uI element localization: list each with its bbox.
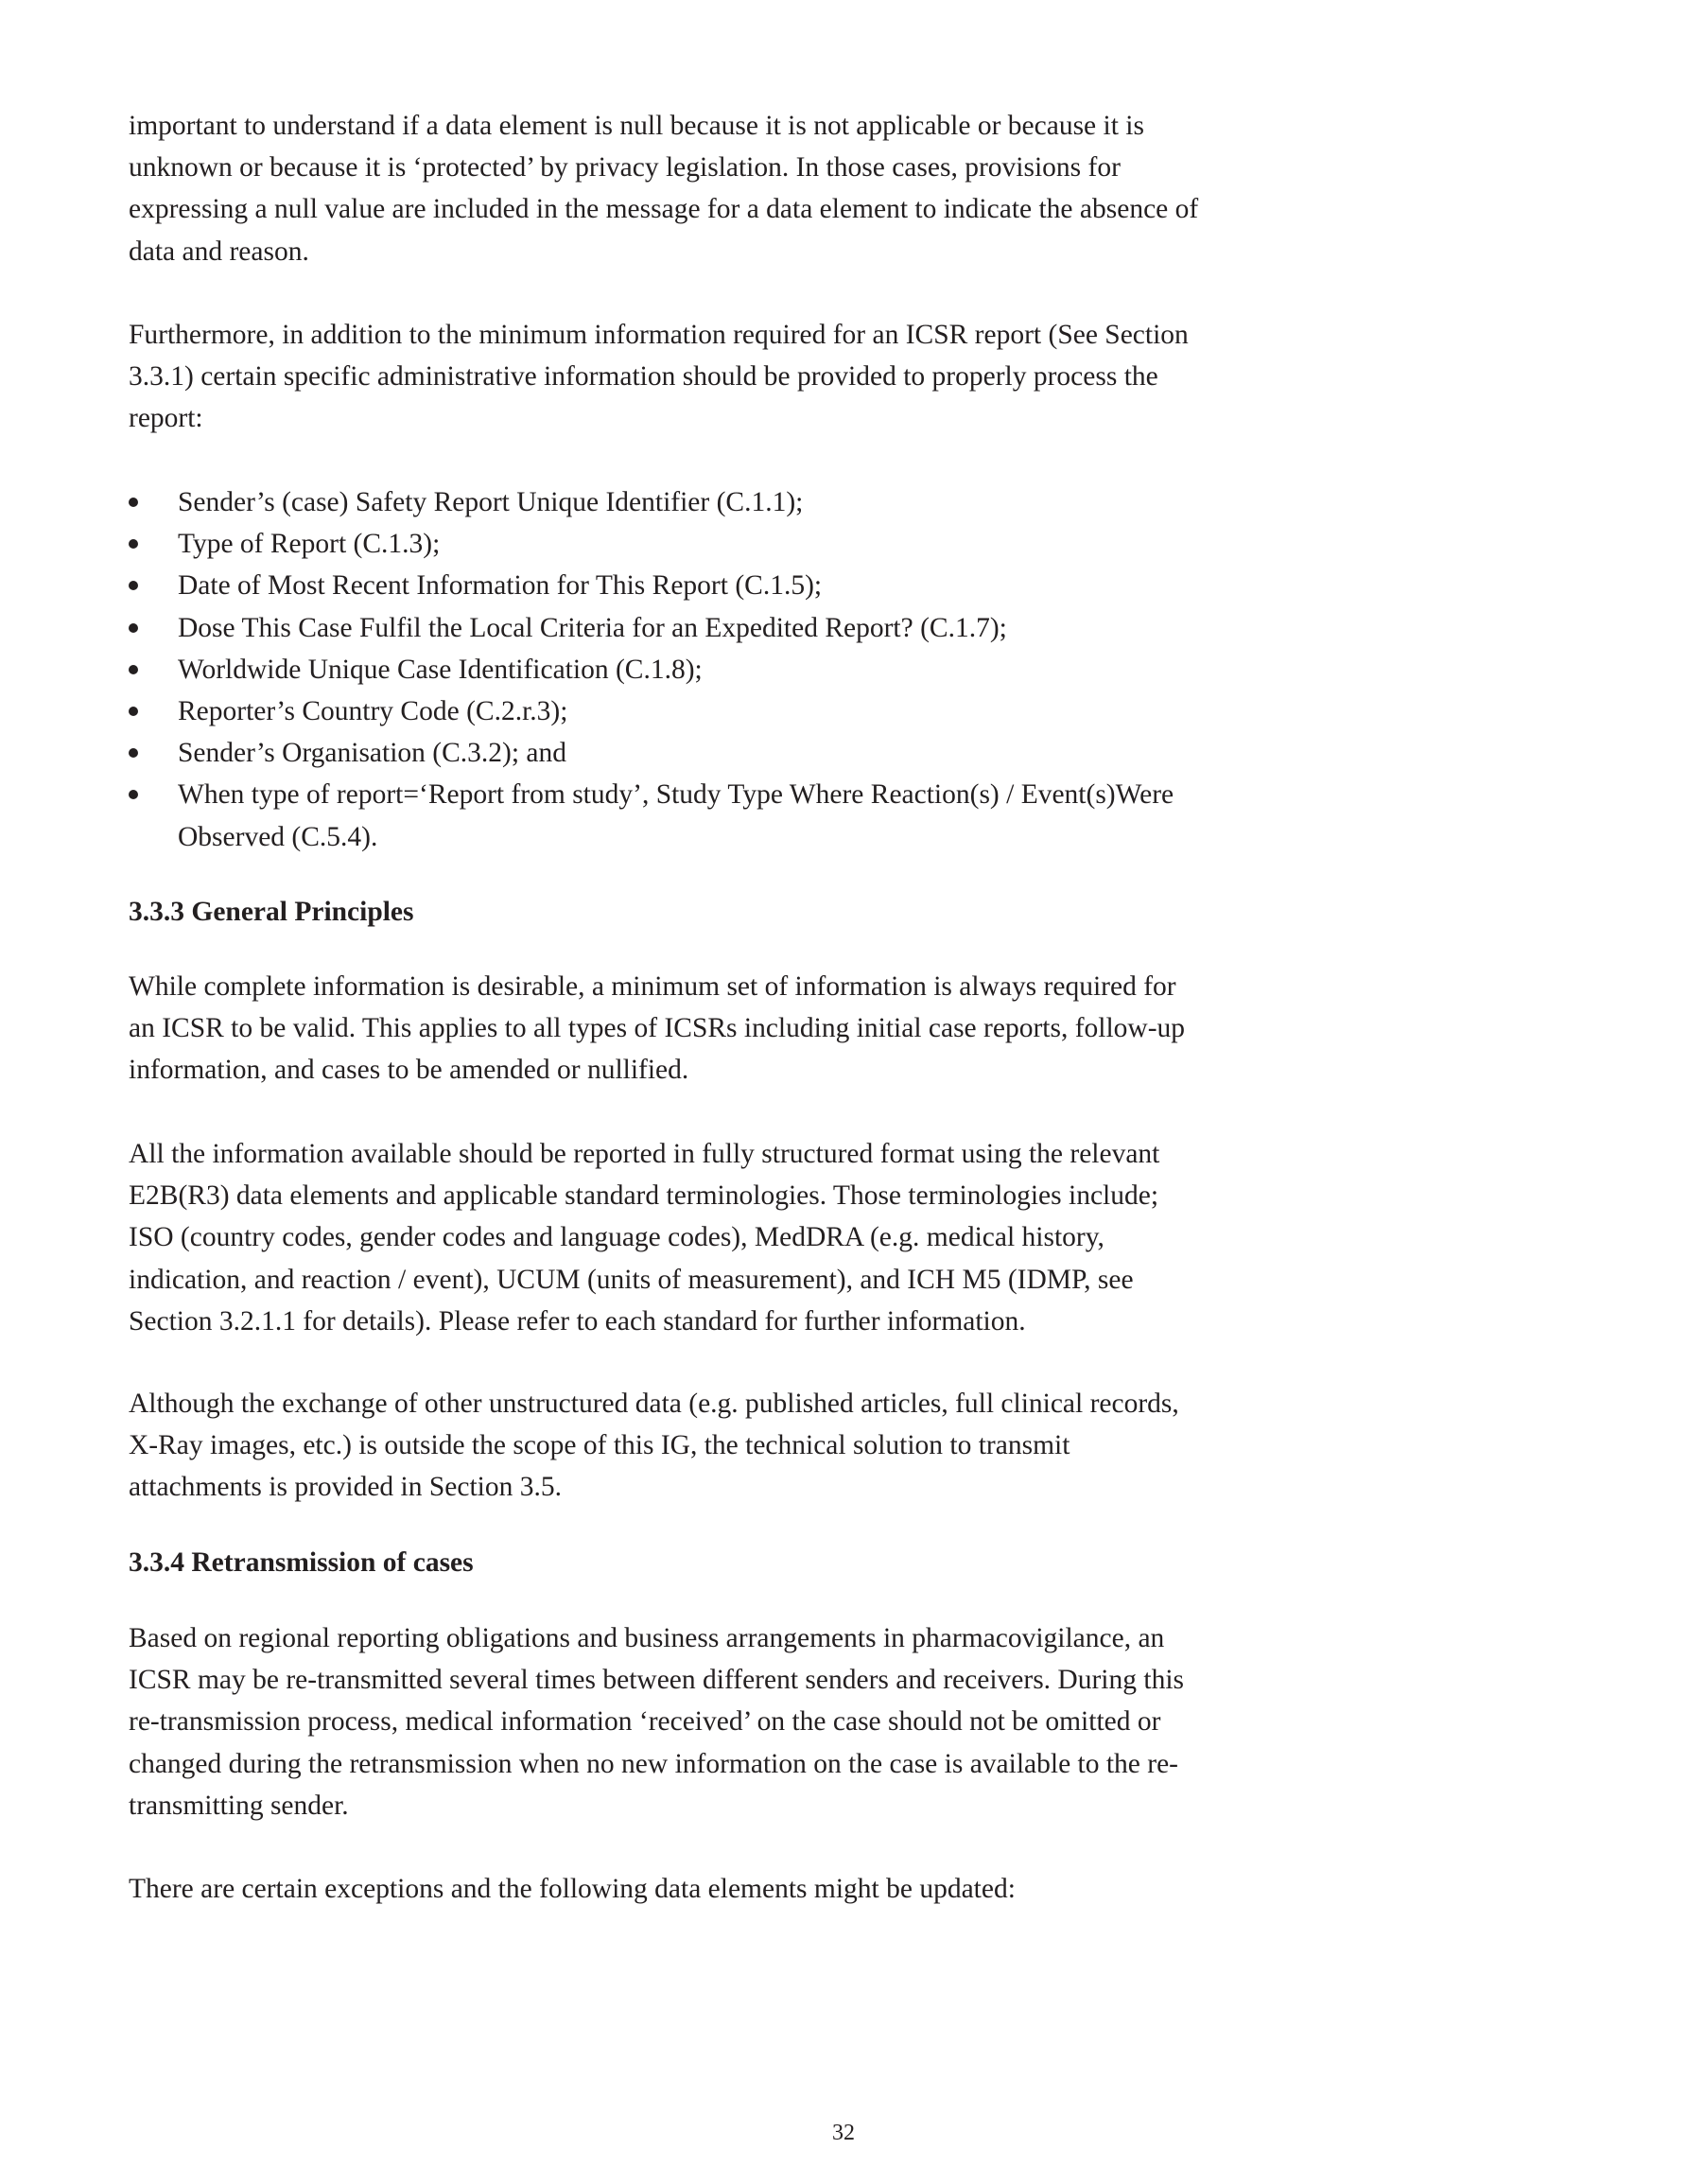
bullet-icon <box>129 665 138 674</box>
text-line: information, and cases to be amended or nullified. <box>129 1055 689 1086</box>
text-line: report: <box>129 403 203 434</box>
bullet-icon <box>129 707 138 716</box>
list-item <box>129 774 1452 857</box>
paragraph-unstructured-data <box>129 1383 1358 1509</box>
admin-info-list <box>129 481 1452 858</box>
text-line: All the information available should be reported in fully structured format using the relevant <box>129 1139 1160 1169</box>
paragraph-null-values <box>129 105 1358 272</box>
text-line: While complete information is desirable, a minimum set of information is always required for <box>129 971 1176 1002</box>
paragraph-admin-info-intro <box>129 314 1358 440</box>
text-line: X-Ray images, etc.) is outside the scope of this IG, the technical solution to transmit <box>129 1430 1070 1461</box>
text-line: Although the exchange of other unstructured data (e.g. published articles, full clinical records, <box>129 1389 1179 1419</box>
page-number: 32 <box>832 2121 855 2145</box>
text-line: indication, and reaction / event), UCUM (units of measurement), and ICH M5 (IDMP, see <box>129 1264 1134 1295</box>
list-item-text: Date of Most Recent Information for This Report (C.1.5); <box>178 570 823 602</box>
list-item-text: Type of Report (C.1.3); <box>178 529 441 560</box>
list-item <box>129 481 1452 523</box>
text-line: changed during the retransmission when no new information on the case is available to the re- <box>129 1748 1179 1779</box>
list-item-text: Sender’s Organisation (C.3.2); and <box>178 738 567 769</box>
text-line: transmitting sender. <box>129 1790 349 1821</box>
text-line: expressing a null value are included in the message for a data element to indicate the absence of <box>129 194 1199 225</box>
bullet-icon <box>129 748 138 758</box>
section-heading-general-principles: 3.3.3 General Principles <box>129 897 414 927</box>
list-item <box>129 565 1452 606</box>
bullet-icon <box>129 498 138 507</box>
text-line: Furthermore, in addition to the minimum information required for an ICSR report (See Section <box>129 320 1189 350</box>
text-line: data and reason. <box>129 236 309 267</box>
paragraph-minimum-info <box>129 966 1358 1092</box>
text-line: 3.3.1) certain specific administrative information should be provided to properly process the <box>129 361 1158 393</box>
paragraph-exceptions <box>129 1868 1358 1910</box>
bullet-icon <box>129 539 138 549</box>
list-item <box>129 732 1452 774</box>
list-item-text: When type of report=‘Report from study’, Study Type Where Reaction(s) / Event(s)Were <box>178 779 1174 811</box>
list-item <box>129 607 1452 649</box>
text-line: There are certain exceptions and the following data elements might be updated: <box>129 1874 1016 1904</box>
list-item-text: Reporter’s Country Code (C.2.r.3); <box>178 696 568 727</box>
list-item <box>129 690 1452 732</box>
bullet-icon <box>129 581 138 590</box>
list-item-text: Dose This Case Fulfil the Local Criteria for an Expedited Report? (C.1.7); <box>178 612 1007 643</box>
list-item <box>129 523 1452 565</box>
list-item-text: Observed (C.5.4). <box>178 821 378 852</box>
paragraph-retransmission <box>129 1617 1358 1826</box>
paragraph-structured-format <box>129 1133 1358 1342</box>
text-line: Section 3.2.1.1 for details). Please refer to each standard for further information. <box>129 1305 1026 1337</box>
text-line: re-transmission process, medical information ‘received’ on the case should not be omitted or <box>129 1706 1161 1738</box>
bullet-icon <box>129 790 138 799</box>
list-item-text: Worldwide Unique Case Identification (C.1.8); <box>178 654 703 685</box>
text-line: unknown or because it is ‘protected’ by privacy legislation. In those cases, provisions for <box>129 152 1121 183</box>
text-line: ISO (country codes, gender codes and language codes), MedDRA (e.g. medical history, <box>129 1222 1104 1253</box>
text-line: E2B(R3) data elements and applicable standard terminologies. Those terminologies include; <box>129 1180 1159 1212</box>
list-item <box>129 649 1452 690</box>
section-heading-retransmission: 3.3.4 Retransmission of cases <box>129 1547 474 1578</box>
text-line: ICSR may be re-transmitted several times between different senders and receivers. During this <box>129 1665 1185 1696</box>
text-line: an ICSR to be valid. This applies to all types of ICSRs including initial case reports, follow-up <box>129 1013 1186 1044</box>
text-line: important to understand if a data element is null because it is not applicable or because it is <box>129 111 1144 141</box>
text-line: attachments is provided in Section 3.5. <box>129 1472 562 1503</box>
text-line: Based on regional reporting obligations and business arrangements in pharmacovigilance, an <box>129 1623 1165 1653</box>
list-item-text: Sender’s (case) Safety Report Unique Identifier (C.1.1); <box>178 487 804 517</box>
bullet-icon <box>129 623 138 633</box>
